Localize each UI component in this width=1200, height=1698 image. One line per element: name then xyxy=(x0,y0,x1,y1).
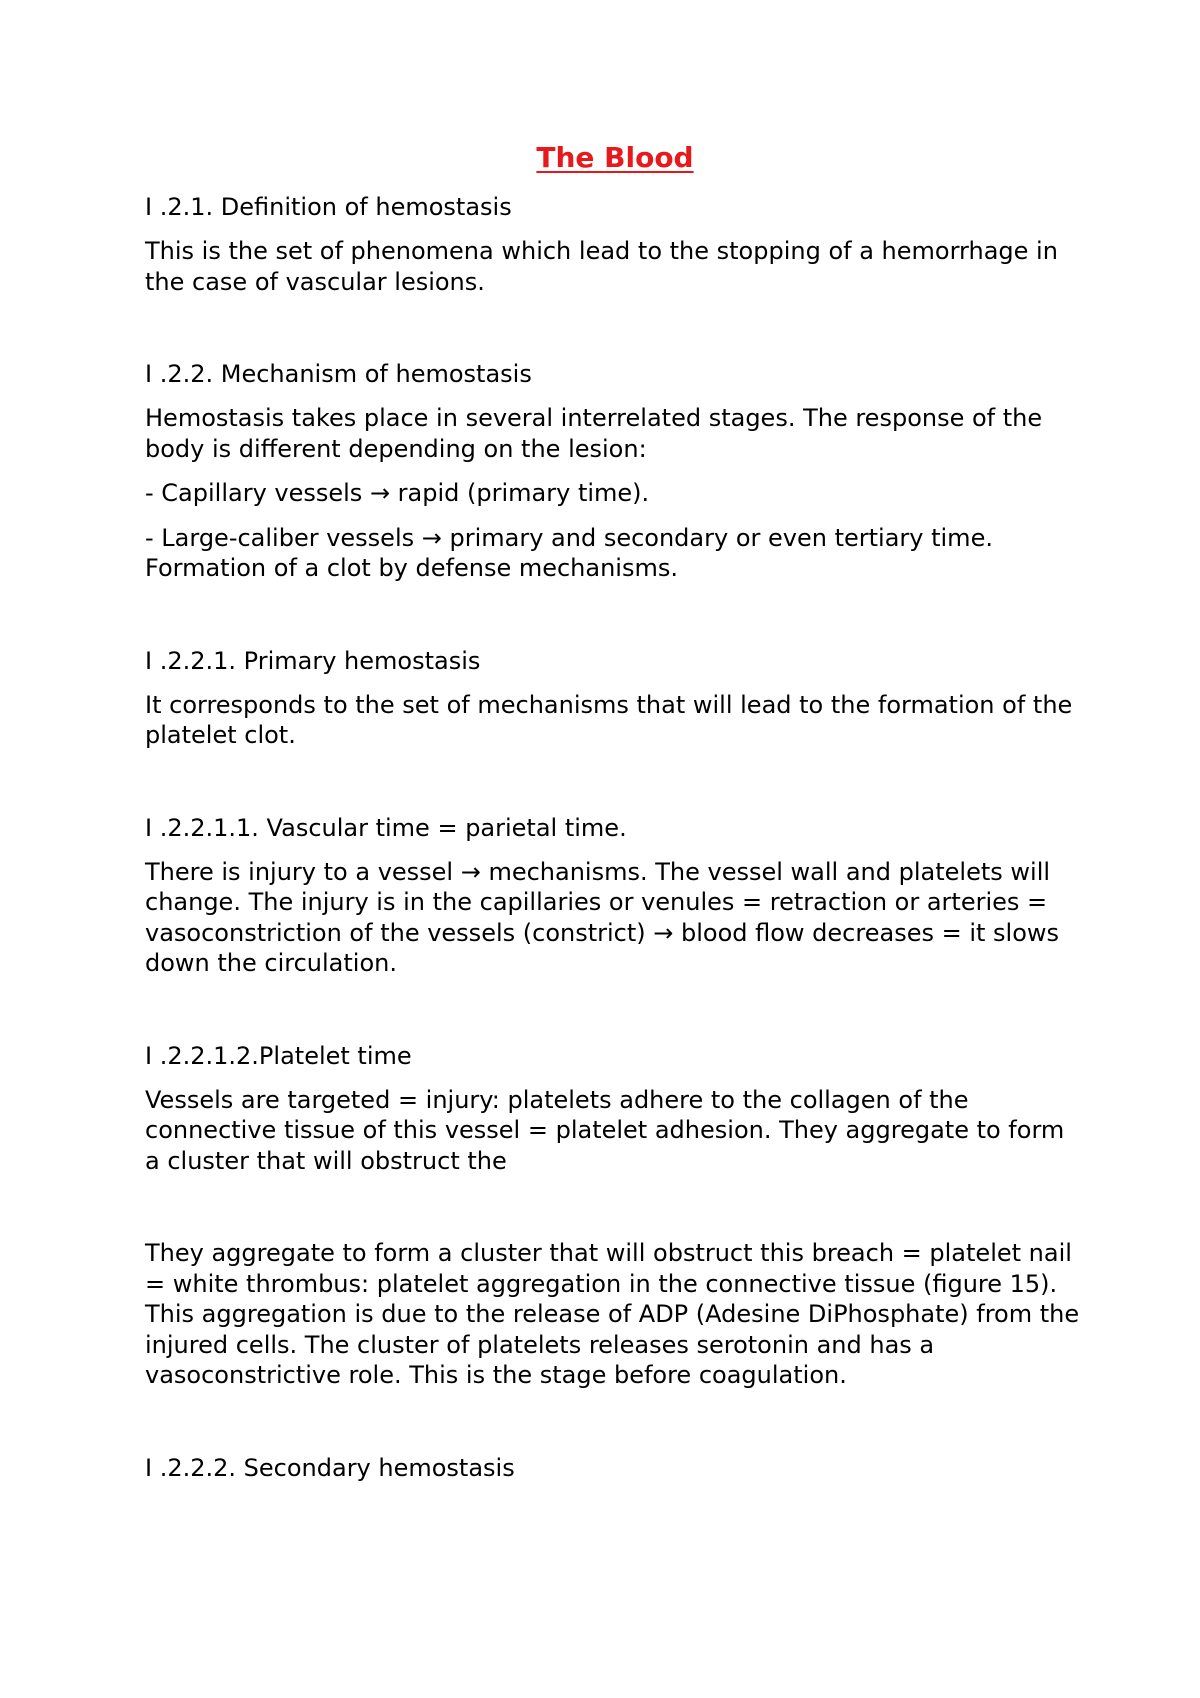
document-title: The Blood xyxy=(536,141,694,174)
section-heading-platelet-time: I .2.2.1.2.Platelet time xyxy=(145,1041,412,1070)
section-heading-vascular-time: I .2.2.1.1. Vascular time = parietal time. xyxy=(145,813,627,842)
paragraph-vascular-time: There is injury to a vessel → mechanisms. The vessel wall and platelets will change. The injury is in the capillaries or venules = retraction or arteries = vasoconstriction of the vessels (constrict) → blood flow decreases = it slows down the circulation. xyxy=(145,857,1060,977)
paragraph-primary-hemostasis: It corresponds to the set of mechanisms that will lead to the formation of the platelet clot. xyxy=(145,690,1073,749)
document-page xyxy=(145,138,1085,1497)
paragraph-platelet-time: Vessels are targeted = injury: platelets adhere to the collagen of the connective tissue of this vessel = platelet adhesion. They aggregate to form a cluster that will obstruct the xyxy=(145,1085,1065,1175)
section-heading-mechanism: I .2.2. Mechanism of hemostasis xyxy=(145,360,532,388)
section-heading-primary-hemostasis: I .2.2.1. Primary hemostasis xyxy=(145,646,481,675)
paragraph-platelet-aggregation: They aggregate to form a cluster that will obstruct this breach = platelet nail = white thrombus: platelet aggregation in the connective tissue (figure 15). This aggregation is due to the release of ADP (Adesine DiPhosphate) from the injured cells. The cluster of platelets releases serotonin and has a vasoconstrictive role. This is the stage before coagulation. xyxy=(145,1239,1080,1389)
paragraph-capillary-vessels: - Capillary vessels → rapid (primary time). xyxy=(145,479,650,507)
section-heading-secondary-hemostasis: I .2.2.2. Secondary hemostasis xyxy=(145,1453,515,1482)
paragraph-definition: This is the set of phenomena which lead to the stopping of a hemorrhage in the case of vascular lesions. xyxy=(145,237,1058,296)
paragraph-large-vessels: - Large-caliber vessels → primary and secondary or even tertiary time. Formation of a clot by defense mechanisms. xyxy=(145,523,993,582)
paragraph-mechanism-intro: Hemostasis takes place in several interrelated stages. The response of the body is different depending on the lesion: xyxy=(145,404,1043,463)
section-heading-definition: I .2.1. Definition of hemostasis xyxy=(145,193,512,221)
